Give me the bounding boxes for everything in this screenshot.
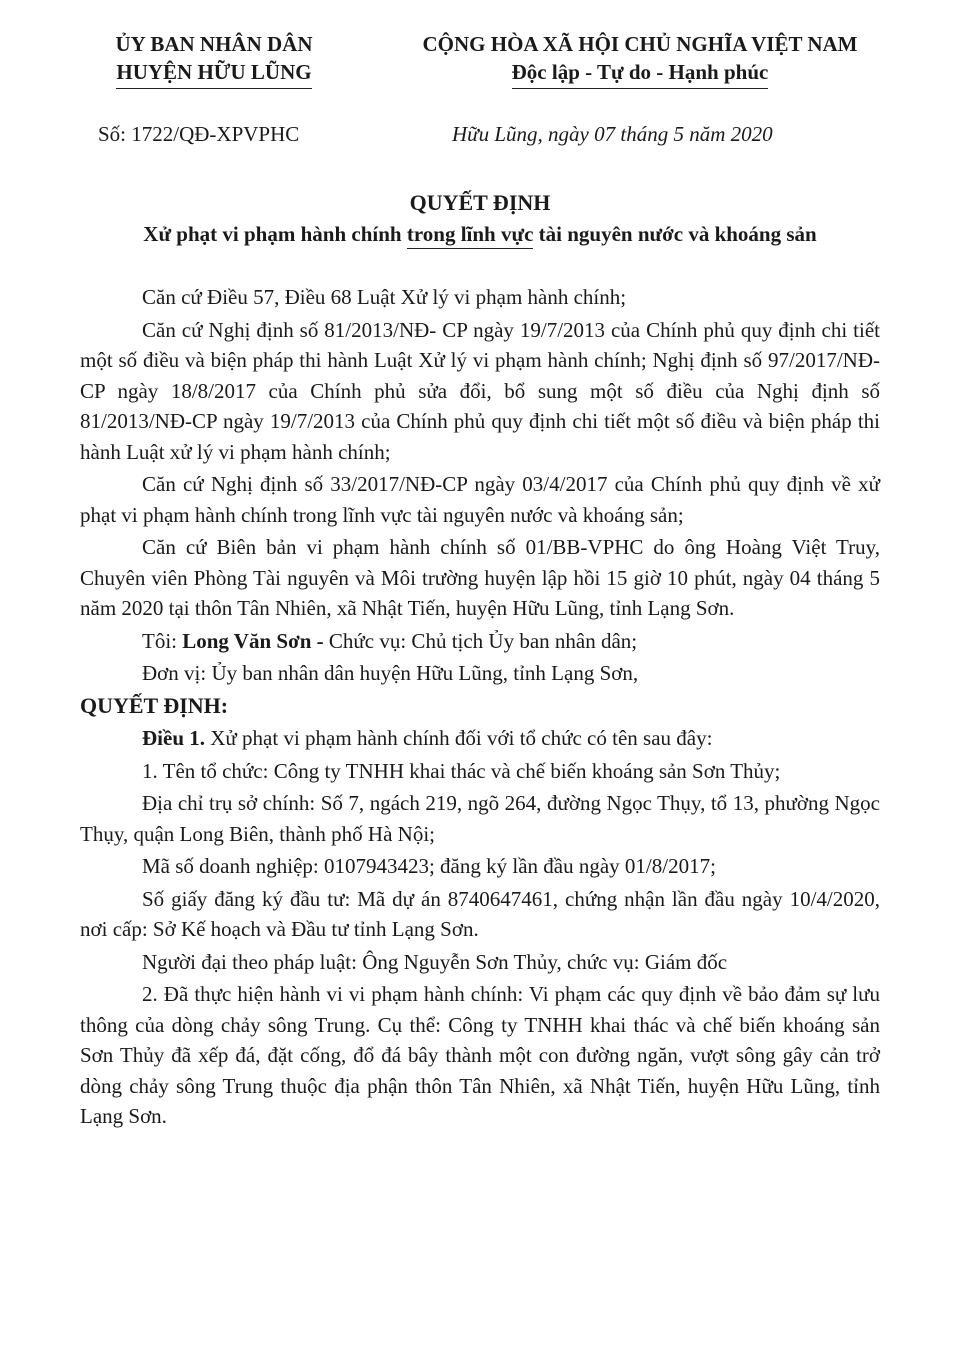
agency-line-2: HUYỆN HỮU LŨNG xyxy=(116,58,311,89)
document-date: Hữu Lũng, ngày 07 tháng 5 năm 2020 xyxy=(452,122,773,146)
signatory-line xyxy=(80,626,880,657)
national-heading xyxy=(390,30,890,89)
article-1-text: Xử phạt vi phạm hành chính đối với tổ chức có tên sau đây: xyxy=(205,726,713,750)
article-1-label: Điều 1. xyxy=(142,726,205,750)
subtitle-part-c: tài nguyên nước và khoáng sản xyxy=(533,222,817,246)
organization-address: Địa chỉ trụ sở chính: Số 7, ngách 219, ngõ 264, đường Ngọc Thụy, tổ 13, phường Ngọc Thụy, quận Long Biên, thành phố Hà Nội; xyxy=(80,791,880,846)
violation-description: 2. Đã thực hiện hành vi vi phạm hành chính: Vi phạm các quy định về bảo đảm sự lưu thông của dòng chảy sông Trung. Cụ thể: Công ty TNHH khai thác và chế biến khoáng sản Sơn Thủy đã xếp đá, đặt cống, đổ đá bây thành một con đường ngăn, vượt sông gây cản trở dòng chảy sông Trung thuộc địa phận thôn Tân Nhiên, xã Nhật Tiến, huyện Hữu Lũng, tỉnh Lạng Sơn. xyxy=(80,982,880,1128)
basis-law: Căn cứ Điều 57, Điều 68 Luật Xử lý vi phạm hành chính; xyxy=(142,285,627,309)
signatory-position: Chức vụ: Chủ tịch Ủy ban nhân dân; xyxy=(323,628,638,653)
investment-certificate: Số giấy đăng ký đầu tư: Mã dự án 8740647461, chứng nhận lần đầu ngày 10/4/2020, nơi cấp: Sở Kế hoạch và Đầu tư tỉnh Lạng Sơn. xyxy=(80,886,880,941)
article-1 xyxy=(80,723,880,754)
signatory-name: Long Văn Sơn - xyxy=(182,628,324,653)
document-subtitle xyxy=(0,222,960,247)
issuing-agency xyxy=(74,30,354,89)
basis-decree-81: Căn cứ Nghị định số 81/2013/NĐ- CP ngày 19/7/2013 của Chính phủ quy định chi tiết một số điều và biện pháp thi hành Luật Xử lý vi phạm hành chính; Nghị định số 97/2017/NĐ- CP ngày 18/8/2017 của Chính phủ sửa đổi, bổ sung một số điều của Nghị định số 81/2013/NĐ-CP ngày 19/7/2013 của Chính phủ quy định chi tiết một số điều và biện pháp thi hành Luật xử lý vi phạm hành chính; xyxy=(80,317,880,464)
subtitle-part-b: trong lĩnh vực xyxy=(407,222,534,249)
organization-name: 1. Tên tổ chức: Công ty TNHH khai thác và chế biến khoáng sản Sơn Thủy; xyxy=(142,758,781,783)
unit-line: Đơn vị: Ủy ban nhân dân huyện Hữu Lũng, tỉnh Lạng Sơn, xyxy=(142,661,639,685)
document-title: QUYẾT ĐỊNH xyxy=(409,190,551,215)
basis-report: Căn cứ Biên bản vi phạm hành chính số 01/BB-VPHC do ông Hoàng Việt Truy, Chuyên viên Phòng Tài nguyên và Môi trường huyện lập hồi 15 giờ 10 phút, ngày 04 tháng 5 năm 2020 tại thôn Tân Nhiên, xã Nhật Tiến, huyện Hữu Lũng, tỉnh Lạng Sơn. xyxy=(80,535,880,620)
legal-representative: Người đại theo pháp luật: Ông Nguyễn Sơn Thủy, chức vụ: Giám đốc xyxy=(142,949,728,974)
decision-heading: QUYẾT ĐỊNH: xyxy=(80,692,229,718)
document-number: Số: 1722/QĐ-XPVPHC xyxy=(98,122,300,146)
agency-line-1: ỦY BAN NHÂN DÂN xyxy=(115,32,313,56)
document-body xyxy=(80,282,880,1134)
nation-motto: Độc lập - Tự do - Hạnh phúc xyxy=(512,58,769,89)
nation-line-1: CỘNG HÒA XÃ HỘI CHỦ NGHĨA VIỆT NAM xyxy=(422,32,858,56)
signatory-prefix: Tôi: xyxy=(142,628,183,653)
subtitle-part-a: Xử phạt vi phạm hành chính xyxy=(143,222,407,246)
enterprise-code: Mã số doanh nghiệp: 0107943423; đăng ký lần đầu ngày 01/8/2017; xyxy=(142,854,716,878)
basis-decree-33: Căn cứ Nghị định số 33/2017/NĐ-CP ngày 03/4/2017 của Chính phủ quy định về xử phạt vi phạm hành chính trong lĩnh vực tài nguyên nước và khoáng sản; xyxy=(80,472,880,527)
